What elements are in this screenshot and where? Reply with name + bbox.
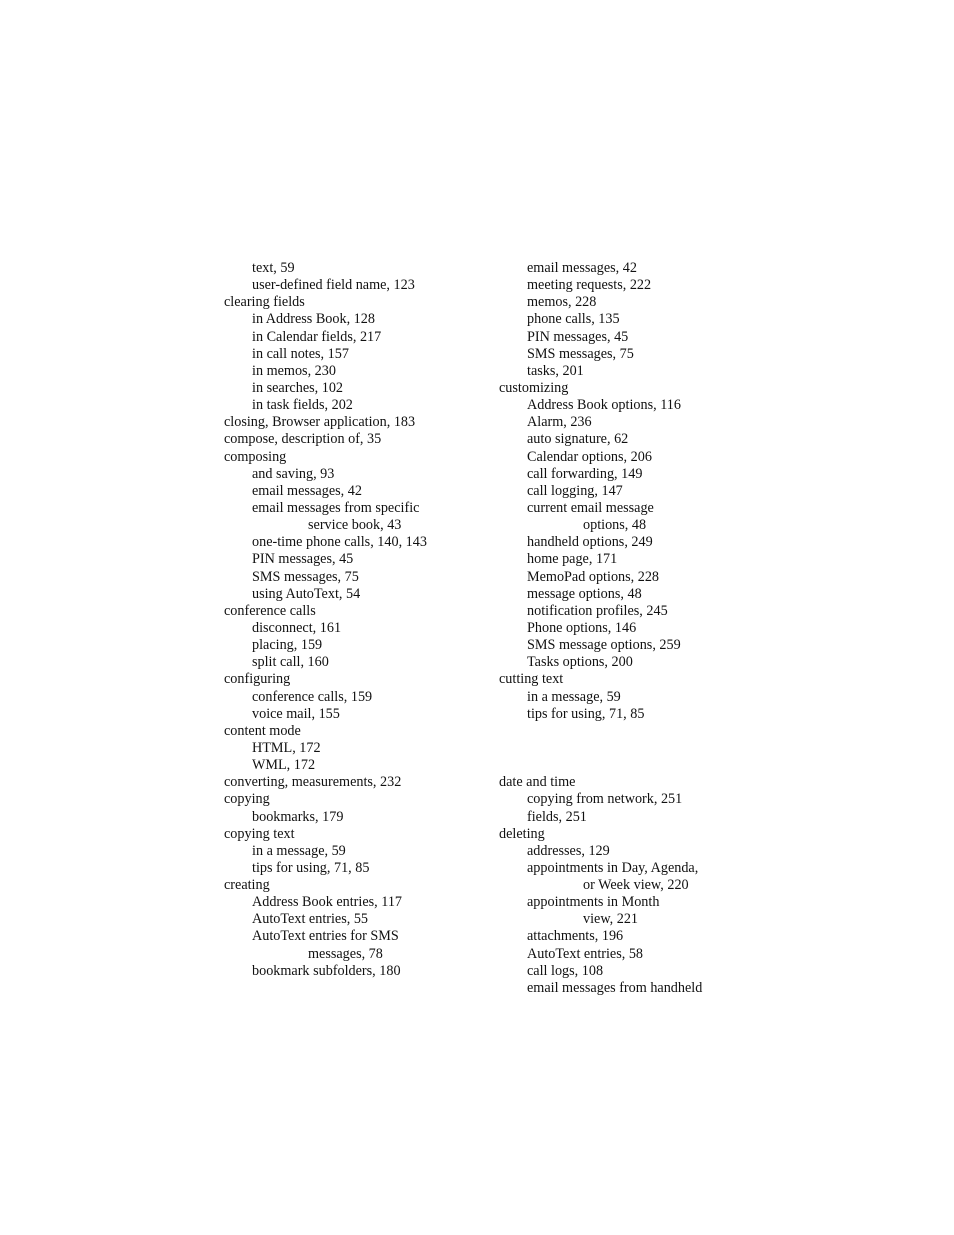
- index-left-column: [224, 260, 474, 980]
- index-subentry: appointments in Month: [527, 894, 660, 911]
- index-subentry: SMS message options, 259: [527, 637, 681, 654]
- index-subentry: addresses, 129: [527, 842, 610, 859]
- index-subentry: view, 221: [583, 911, 639, 928]
- index-subentry: email messages from handheld: [527, 979, 703, 996]
- index-entry: converting, measurements, 232: [224, 774, 402, 791]
- index-subentry: notification profiles, 245: [527, 602, 668, 619]
- index-entry: configuring: [224, 671, 291, 688]
- index-subentry: MemoPad options, 228: [527, 568, 660, 585]
- index-subentry: disconnect, 161: [252, 619, 342, 636]
- index-subentry: AutoText entries, 58: [527, 945, 644, 962]
- index-entry: closing, Browser application, 183: [224, 414, 416, 431]
- index-subentry: phone calls, 135: [527, 311, 620, 328]
- index-subentry: copying from network, 251: [527, 791, 683, 808]
- index-subentry: voice mail, 155: [252, 705, 340, 722]
- index-subentry: Address Book entries, 117: [252, 894, 403, 911]
- index-entry: copying: [224, 791, 270, 808]
- index-subentry: in Address Book, 128: [252, 311, 375, 328]
- index-entry: copying text: [224, 825, 295, 842]
- index-subentry: attachments, 196: [527, 928, 624, 945]
- index-spacer: [499, 740, 754, 757]
- index-entry: deleting: [499, 825, 545, 842]
- index-entry: cutting text: [499, 671, 564, 688]
- index-subentry: handheld options, 249: [527, 534, 653, 551]
- index-subentry: Tasks options, 200: [527, 654, 633, 671]
- index-entry: creating: [224, 877, 270, 894]
- index-subentry: meeting requests, 222: [527, 277, 652, 294]
- index-entry: conference calls: [224, 602, 316, 619]
- index-subentry: messages, 78: [308, 945, 383, 962]
- index-subentry: tasks, 201: [527, 362, 584, 379]
- index-entry: content mode: [224, 722, 301, 739]
- index-subentry: in searches, 102: [252, 379, 344, 396]
- index-subentry: in Calendar fields, 217: [252, 328, 382, 345]
- index-subentry: call logs, 108: [527, 962, 604, 979]
- index-subentry: call forwarding, 149: [527, 465, 643, 482]
- index-subentry: memos, 228: [527, 294, 597, 311]
- index-subentry: email messages from specific: [252, 499, 420, 516]
- index-entry: customizing: [499, 379, 569, 396]
- index-right-column: [499, 260, 754, 997]
- index-subentry: Calendar options, 206: [527, 448, 652, 465]
- index-subentry: one-time phone calls, 140, 143: [252, 534, 427, 551]
- index-subentry: tips for using, 71, 85: [252, 859, 370, 876]
- index-subentry: text, 59: [252, 260, 295, 276]
- index-subentry: in task fields, 202: [252, 397, 353, 414]
- index-subentry: bookmark subfolders, 180: [252, 962, 401, 979]
- index-subentry: message options, 48: [527, 585, 642, 602]
- index-subentry: PIN messages, 45: [252, 551, 354, 568]
- index-subentry: WML, 172: [252, 757, 316, 774]
- index-subentry: or Week view, 220: [583, 877, 689, 894]
- index-subentry: using AutoText, 54: [252, 585, 361, 602]
- index-subentry: email messages, 42: [527, 260, 637, 276]
- index-entry: composing: [224, 448, 287, 465]
- index-subentry: Address Book options, 116: [527, 397, 681, 414]
- index-subentry: placing, 159: [252, 637, 323, 654]
- index-subentry: in a message, 59: [252, 842, 346, 859]
- index-subentry: email messages, 42: [252, 482, 362, 499]
- index-entry: compose, description of, 35: [224, 431, 382, 448]
- index-spacer: [499, 757, 754, 774]
- index-subentry: AutoText entries for SMS: [252, 928, 399, 945]
- index-entry: clearing fields: [224, 294, 305, 311]
- index-subentry: tips for using, 71, 85: [527, 705, 645, 722]
- index-subentry: and saving, 93: [252, 465, 335, 482]
- index-subentry: Phone options, 146: [527, 619, 637, 636]
- index-spacer: [499, 723, 754, 740]
- index-subentry: SMS messages, 75: [527, 345, 634, 362]
- index-subentry: auto signature, 62: [527, 431, 629, 448]
- index-subentry: in call notes, 157: [252, 345, 349, 362]
- index-subentry: appointments in Day, Agenda,: [527, 859, 699, 876]
- index-subentry: in a message, 59: [527, 688, 621, 705]
- index-subentry: options, 48: [583, 517, 647, 534]
- index-subentry: service book, 43: [308, 517, 402, 534]
- index-subentry: call logging, 147: [527, 482, 623, 499]
- index-subentry: user-defined field name, 123: [252, 277, 415, 294]
- index-subentry: SMS messages, 75: [252, 568, 359, 585]
- index-subentry: current email message: [527, 499, 654, 516]
- index-subentry: in memos, 230: [252, 362, 336, 379]
- index-subentry: Alarm, 236: [527, 414, 592, 431]
- index-subentry: AutoText entries, 55: [252, 911, 369, 928]
- index-subentry: split call, 160: [252, 654, 329, 671]
- index-subentry: bookmarks, 179: [252, 808, 344, 825]
- index-subentry: HTML, 172: [252, 739, 321, 756]
- index-subentry: fields, 251: [527, 808, 587, 825]
- index-subentry: home page, 171: [527, 551, 618, 568]
- index-subentry: conference calls, 159: [252, 688, 373, 705]
- index-entry: date and time: [499, 774, 576, 791]
- index-subentry: PIN messages, 45: [527, 328, 629, 345]
